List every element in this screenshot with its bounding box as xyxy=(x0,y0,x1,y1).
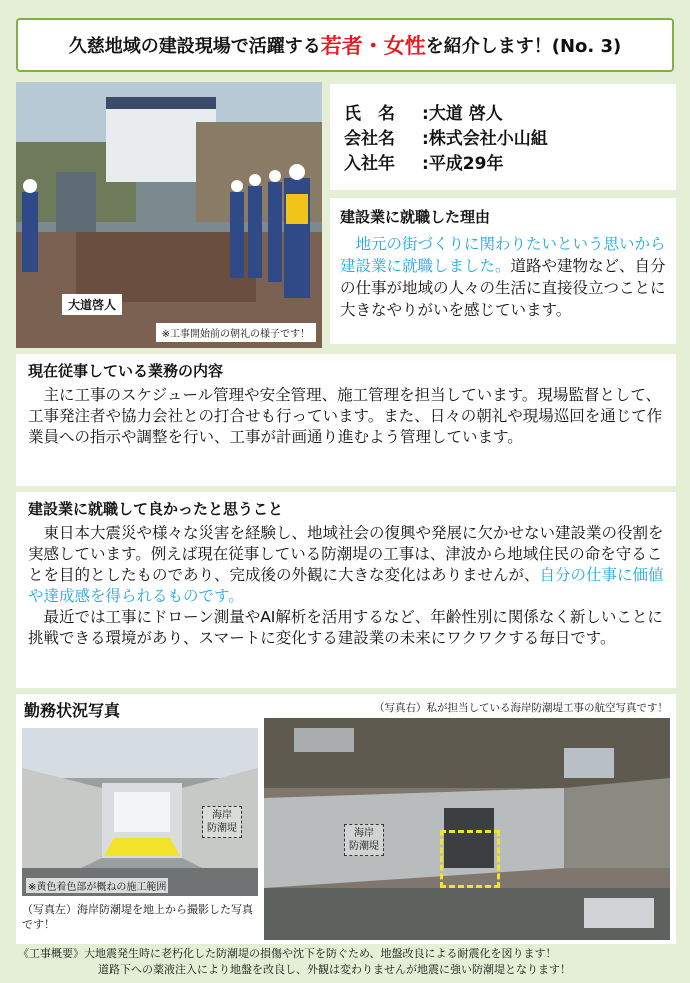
photo-left-caption: ※工事開始前の朝礼の様子です！ xyxy=(156,323,316,342)
profile-box xyxy=(330,84,676,190)
good-section xyxy=(16,492,676,688)
seawall-ground-photo xyxy=(22,728,258,896)
profile-label: 会社名 xyxy=(344,129,395,149)
page-title xyxy=(16,18,674,72)
photos-heading: 勤務状況写真 xyxy=(24,701,121,720)
construction-range-box xyxy=(440,830,500,888)
profile-value: 大道 啓人 xyxy=(428,104,503,124)
profile-label: 氏 名 xyxy=(344,104,395,124)
good-text xyxy=(28,523,664,607)
good-heading: 建設業に就職して良かったと思うこと xyxy=(28,500,284,518)
reason-body: 道路や建物など、自分の仕事が地域の人々の生活に直接役立つことに大きなやりがいを感じています。 xyxy=(340,257,666,319)
seawall-aerial-photo xyxy=(264,718,670,940)
project-summary-line1: 《工事概要》大地震発生時に老朽化した防潮堤の損傷や沈下を防ぐため、地盤改良による耐震化を図ります！ xyxy=(18,947,557,960)
reason-heading: 建設業に就職した理由 xyxy=(340,208,491,226)
profile-label: 入社年 xyxy=(344,154,395,174)
profile-value: 株式会社小山組 xyxy=(428,129,548,149)
reason-text xyxy=(340,233,666,321)
seawall-label-right: 海岸 防潮堤 xyxy=(344,824,384,856)
title-suffix: を紹介します！(No. 3) xyxy=(425,36,622,57)
reason-section xyxy=(330,198,676,344)
profile-value: 平成29年 xyxy=(428,154,504,174)
good-paragraph-2: 最近では工事にドローン測量やAI解析を活用するなど、年齢性別に関係なく新しいことに挑戦できる環境があり、スマートに変化する建設業の未来にワクワクする毎日です。 xyxy=(28,608,663,647)
morning-meeting-photo xyxy=(16,82,322,348)
title-highlight: 若者・女性 xyxy=(320,34,426,58)
photo-right-caption: （写真右）私が担当している海岸防潮堤工事の航空写真です！ xyxy=(374,702,668,714)
project-summary-line2: 道路下への薬液注入により地盤を改良し、外観は変わりませんが地震に強い防潮堤となります！ xyxy=(98,963,571,976)
photo-left-caption-text: （写真左）海岸防潮堤を地上から撮影した写真です！ xyxy=(22,903,253,931)
reason-highlight: 地元の街づくりに関わりたいという思いから建設業に就職しました。 xyxy=(340,235,666,275)
person-name-label: 大道啓人 xyxy=(62,294,122,315)
good-highlight: 自分の仕事に価値や達成感を得られるものです。 xyxy=(28,566,664,605)
project-summary xyxy=(18,946,678,978)
seawall-label-left: 海岸 防潮堤 xyxy=(202,806,242,838)
profile-row-company: 会社名 : 株式会社小山組 xyxy=(344,127,676,152)
good-paragraph-1: 東日本大震災や様々な災害を経験し、地域社会の復興や発展に欠かせない建設業の役割を実感しています。例えば現在従事している防潮堤の工事は、津波から地域住民の命を守ることを目的としたものであり、完成後の外観に大きな変化はありませんが、 xyxy=(28,524,664,584)
title-prefix: 久慈地域の建設現場で活躍する xyxy=(68,36,321,57)
job-text: 主に工事のスケジュール管理や安全管理、施工管理を担当しています。現場監督として、工事発注者や協力会社との打合せも行っています。また、日々の朝礼や現場巡回を通じて作業員への指示や調整を行い、工事が計画通り進むよう管理しています。 xyxy=(28,386,663,446)
job-section xyxy=(16,354,676,486)
seawall-aerial-image xyxy=(264,718,670,940)
photos-section xyxy=(16,694,676,944)
job-heading: 現在従事している業務の内容 xyxy=(28,362,224,380)
construction-range-note: ※黄色着色部が概ねの施工範囲 xyxy=(26,878,168,893)
profile-row-year: 入社年 : 平成29年 xyxy=(344,152,676,177)
profile-row-name: 氏 名 : 大道 啓人 xyxy=(344,102,676,127)
